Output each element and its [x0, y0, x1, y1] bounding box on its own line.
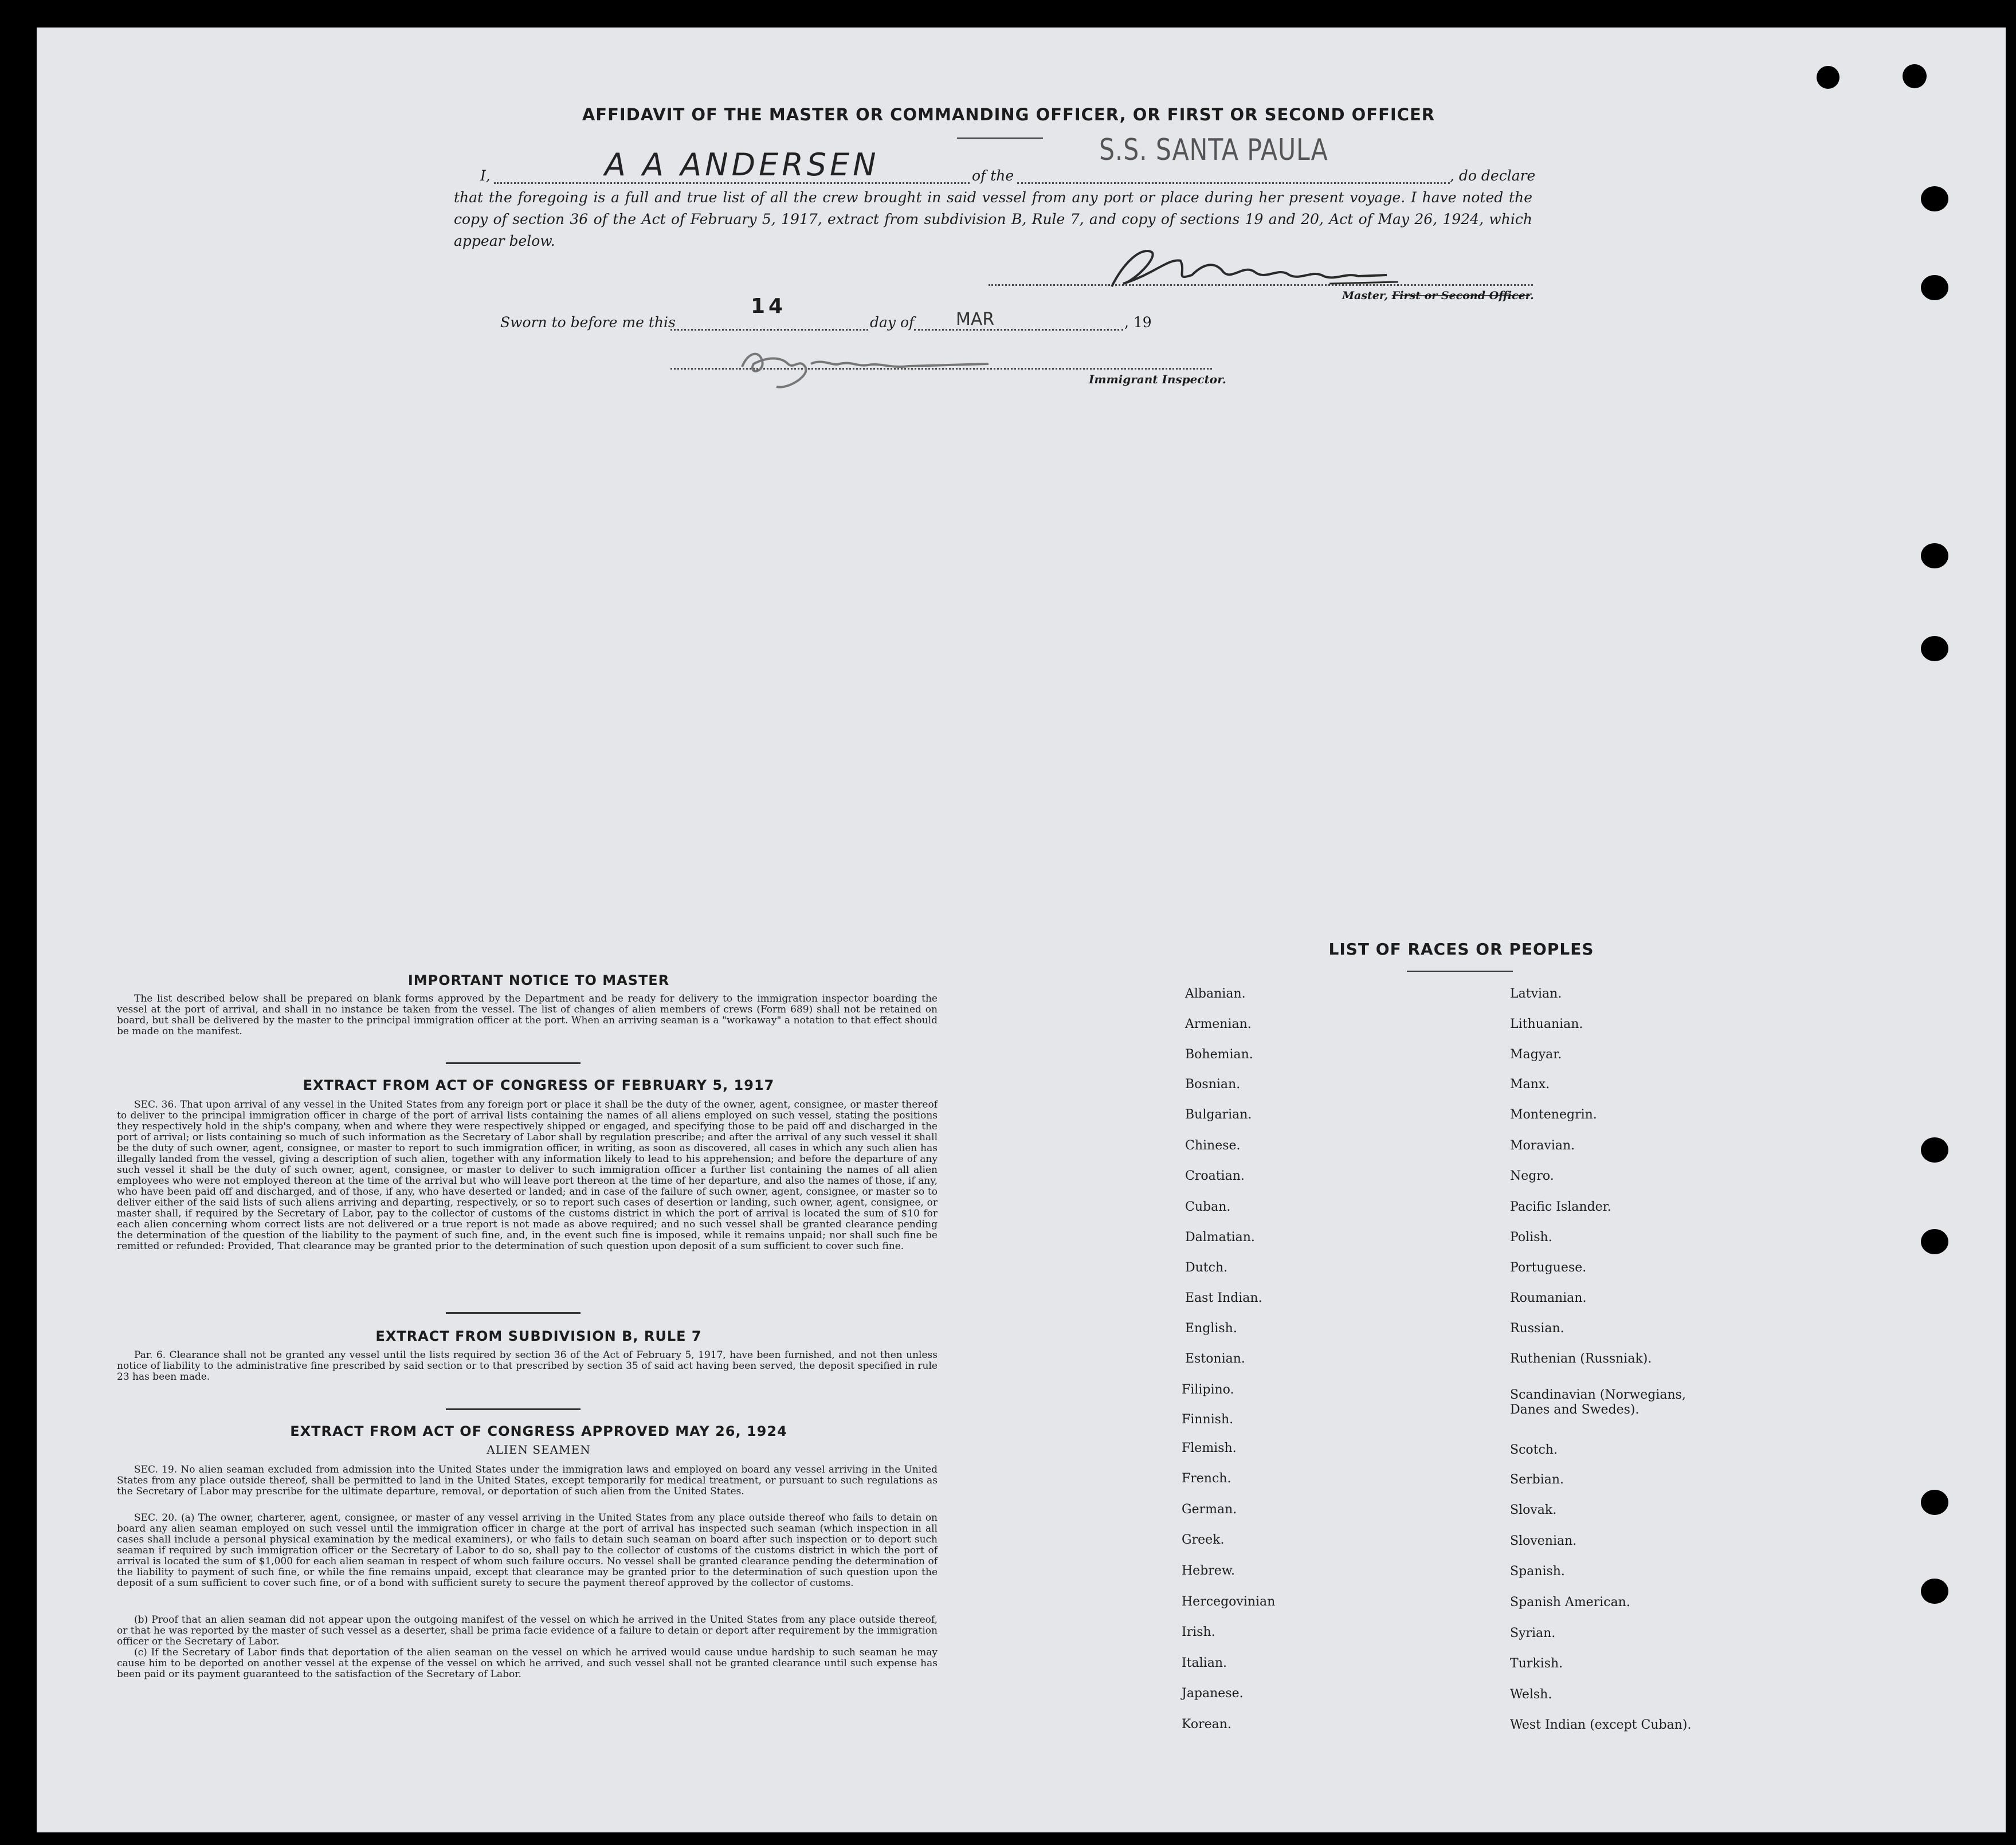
- period: .: [1530, 289, 1534, 302]
- race-item: Spanish American.: [1510, 1595, 1630, 1610]
- sec-19-body: SEC. 19. No alien seaman excluded from admission into the United States under the immigration laws and employed on board any vessel arriving in the United States from any place outside thereof, shall be permitted to land in the United States, except temporarily for medical treatment, or pursuant to such regulations as the Secretary of Labor may prescribe for the ultimate departure, removal, or deportation of such alien from the United States.: [117, 1464, 938, 1497]
- section-divider: [446, 1312, 581, 1314]
- race-item: Pacific Islander.: [1510, 1200, 1611, 1214]
- master-label-text: Master,: [1342, 289, 1389, 302]
- races-title-rule: [1407, 971, 1513, 972]
- day-line: [670, 329, 868, 331]
- affidavit-title: AFFIDAVIT OF THE MASTER OR COMMANDING OFFICER, OR FIRST OR SECOND OFFICER: [582, 105, 1435, 124]
- month-line: [914, 329, 1123, 331]
- race-item: Finnish.: [1182, 1412, 1234, 1427]
- struck-officer-label: First or Second Officer: [1391, 289, 1531, 302]
- notice-body: The list described below shall be prepared on blank forms approved by the Department and be ready for delivery to the immigration inspector boarding the vessel at the port of arrival, and shall in no instance be taken from the vessel. The list of changes of alien members of crews (Form 689) shall not be retained on board, but shall be delivered by the master to the principal immigration officer at the port. When an arriving seaman is a "workaway" a notation to that effect should be made on the manifest.: [117, 993, 938, 1037]
- race-item: Hercegovinian: [1182, 1595, 1276, 1609]
- month-value: MAR: [956, 309, 995, 329]
- race-item: Polish.: [1510, 1230, 1552, 1245]
- notice-title: IMPORTANT NOTICE TO MASTER: [407, 972, 670, 988]
- inspector-signature: [736, 341, 1000, 392]
- sec-20c-body: (c) If the Secretary of Labor finds that deportation of the alien seaman on the vessel on which he arrived would cause undue hardship to such seaman he may cause him to be deported on another vessel at the expense of the vessel on which he arrived, and such vessel shall not be granted clearance until such expense has been paid or its payment guaranteed to the satisfaction of the Secretary of Labor.: [117, 1647, 938, 1680]
- race-item: Bulgarian.: [1185, 1108, 1252, 1122]
- inspector-label: Immigrant Inspector.: [1089, 372, 1226, 386]
- rule-7-title: EXTRACT FROM SUBDIVISION B, RULE 7: [375, 1328, 702, 1344]
- pronoun-label: I,: [480, 167, 491, 184]
- day-of-label: day of: [870, 314, 915, 331]
- race-item: Bohemian.: [1185, 1047, 1253, 1062]
- punch-hole: [1921, 1229, 1948, 1254]
- race-item: Armenian.: [1185, 1017, 1252, 1031]
- race-item: Filipino.: [1182, 1383, 1234, 1397]
- race-item: Korean.: [1182, 1717, 1231, 1732]
- race-item: Russian.: [1510, 1321, 1564, 1336]
- race-item: Chinese.: [1185, 1139, 1241, 1153]
- race-item: Slovenian.: [1510, 1534, 1577, 1548]
- punch-hole: [1921, 186, 1948, 211]
- races-title: LIST OF RACES OR PEOPLES: [1328, 940, 1594, 959]
- race-item: Greek.: [1182, 1533, 1225, 1547]
- sworn-label: Sworn to before me this: [500, 314, 676, 331]
- race-item: Hebrew.: [1182, 1564, 1236, 1578]
- race-item: Scandinavian (Norwegians, Danes and Swedes).: [1510, 1388, 1686, 1417]
- section-divider: [446, 1408, 581, 1410]
- punch-hole: [1817, 66, 1839, 89]
- do-declare-label: , do declare: [1450, 167, 1536, 184]
- race-item: Italian.: [1182, 1656, 1227, 1670]
- section-divider: [446, 1062, 581, 1064]
- race-item: Lithuanian.: [1510, 1017, 1583, 1031]
- race-item: Turkish.: [1510, 1656, 1563, 1671]
- punch-hole: [1921, 275, 1948, 300]
- race-item: Syrian.: [1510, 1626, 1556, 1640]
- race-item: Roumanian.: [1510, 1291, 1587, 1305]
- race-item: Albanian.: [1185, 987, 1246, 1001]
- title-rule: [957, 138, 1043, 139]
- race-item: Manx.: [1510, 1077, 1550, 1092]
- vessel-line: [1017, 182, 1450, 184]
- extract-1917-body: SEC. 36. That upon arrival of any vessel in the United States from any foreign port or place it shall be the duty of the owner, agent, consignee, or master thereof to deliver to the principal immigration officer in charge of the port of arrival lists containing the names of all aliens employed on such vessel, stating the positions they respectively hold in the ship's company, when and where they were respectively shipped or engaged, and specifying those to be paid off and discharged in the port of arrival; or lists containing so much of such information as the Secretary of Labor shall by regulation prescribe; and after the arrival of any such vessel it shall be the duty of such owner, agent, consignee, or master to report to such immigration officer, in writing, as soon as discovered, all cases in which any such alien has illegally landed from the vessel, giving a description of such alien, together with any information likely to lead to his apprehension; and before the departure of any such vessel it shall be the duty of such owner, agent, consignee, or master to deliver to such immigration officer a further list containing the names of all alien employees who were not employed thereon at the time of the arrival but who will leave port thereon at the time of her departure, and also the names of those, if any, who have been paid off and discharged, and of those, if any, who have deserted or landed; and in case of the failure of such owner, agent, consignee, or master so to deliver either of the said lists of such aliens arriving and departing, respectively, or so to report such cases of desertion or landing, such owner, agent, consignee, or master shall, if required by the Secretary of Labor, pay to the collector of customs of the customs district in which the port of arrival is located the sum of $10 for each alien concerning whom correct lists are not delivered or a true report is not made as above required; and no such vessel shall be granted clearance pending the determination of the question of the liability to the payment of such fine, and, in the event such fine is imposed, while it remains unpaid; nor shall such fine be remitted or refunded: Provided, That clearance may be granted prior to the determination of such question upon deposit of a sum sufficient to cover such fine.: [117, 1099, 938, 1252]
- race-item: Irish.: [1182, 1625, 1215, 1639]
- race-item: Bosnian.: [1185, 1077, 1241, 1092]
- race-item: Slovak.: [1510, 1503, 1557, 1517]
- race-item: Negro.: [1510, 1169, 1554, 1183]
- race-item: German.: [1182, 1502, 1237, 1517]
- race-item: Serbian.: [1510, 1473, 1564, 1487]
- race-item: Magyar.: [1510, 1047, 1562, 1062]
- race-item: Montenegrin.: [1510, 1108, 1597, 1122]
- master-name: A A ANDERSEN: [605, 147, 880, 183]
- race-item: Dutch.: [1185, 1261, 1228, 1275]
- punch-hole: [1921, 1579, 1948, 1604]
- master-signature: [1100, 241, 1421, 292]
- day-value: 14: [751, 295, 787, 318]
- sec-20b-body: (b) Proof that an alien seaman did not appear upon the outgoing manifest of the vessel on which he arrived in the United States from any place outside thereof, or that he was reported by the master of such vessel as a deserter, shall be prima facie evidence of a failure to detain or deport after requirement by the immigration officer or the Secretary of Labor.: [117, 1614, 938, 1647]
- race-item: Latvian.: [1510, 987, 1562, 1001]
- sec-20a-body: SEC. 20. (a) The owner, charterer, agent, consignee, or master of any vessel arriving in the United States from any place outside thereof who fails to detain on board any alien seaman employed on such vessel until the immigration officer in charge at the port of arrival has inspected such seaman (which inspection in all cases shall include a personal physical examination by the medical examiners), or who fails to detain such seaman on board after such inspection or to deport such seaman if required by such immigration officer or the Secretary of Labor to do so, shall pay to the collector of customs of the customs district in which the port of arrival is located the sum of $1,000 for each alien seaman in respect of whom such failure occurs. No vessel shall be granted clearance pending the determination of the liability to payment of such fine, or while the fine remains unpaid, except that clearance may be granted prior to the determination of such question upon the deposit of a sum sufficient to cover such fine, or of a bond with sufficient surety to secure the payment thereof approved by the collector of customs.: [117, 1512, 938, 1589]
- race-item: Ruthenian (Russniak).: [1510, 1352, 1652, 1366]
- race-item: Welsh.: [1510, 1687, 1552, 1702]
- year-label: , 19: [1124, 314, 1152, 331]
- race-item: Portuguese.: [1510, 1261, 1587, 1275]
- extract-1917-title: EXTRACT FROM ACT OF CONGRESS OF FEBRUARY 5, 1917: [303, 1077, 775, 1093]
- punch-hole: [1903, 64, 1927, 88]
- race-item: Spanish.: [1510, 1564, 1565, 1579]
- race-item: East Indian.: [1185, 1291, 1262, 1305]
- race-item: Dalmatian.: [1185, 1230, 1255, 1245]
- race-item: Moravian.: [1510, 1139, 1575, 1153]
- race-item: West Indian (except Cuban).: [1510, 1718, 1692, 1732]
- race-item: Flemish.: [1182, 1441, 1237, 1455]
- vessel-stamp: S.S. SANTA PAULA: [1099, 133, 1328, 167]
- punch-hole: [1921, 1137, 1948, 1163]
- punch-hole: [1921, 1490, 1948, 1515]
- race-item: Japanese.: [1182, 1686, 1244, 1701]
- race-item: Estonian.: [1185, 1352, 1245, 1366]
- rule-7-body: Par. 6. Clearance shall not be granted any vessel until the lists required by section 36 of the Act of February 5, 1917, have been furnished, and not then unless notice of liability to the administrative fine prescribed by said section or to that prescribed by section 35 of said act having been served, the deposit specified in rule 23 has been made.: [117, 1349, 938, 1383]
- extract-1924-title: EXTRACT FROM ACT OF CONGRESS APPROVED MAY 26, 1924: [290, 1423, 787, 1439]
- race-item: Cuban.: [1185, 1200, 1231, 1214]
- alien-seamen-subtitle: ALIEN SEAMEN: [487, 1443, 591, 1457]
- race-item: French.: [1182, 1471, 1231, 1486]
- punch-hole: [1921, 543, 1948, 568]
- race-item: English.: [1185, 1321, 1237, 1336]
- punch-hole: [1921, 636, 1948, 661]
- of-the-label: of the: [972, 167, 1014, 184]
- race-item: Croatian.: [1185, 1169, 1245, 1183]
- affidavit-body: that the foregoing is a full and true list of all the crew brought in said vessel from any port or place during her present voyage. I have noted the copy of section 36 of the Act of February 5, 1917, extract from subdivision B, Rule 7, and copy of sections 19 and 20, Act of May 26, 1924, which appear below.: [454, 189, 1532, 249]
- race-item: Scotch.: [1510, 1443, 1558, 1457]
- master-label: [1342, 289, 1534, 302]
